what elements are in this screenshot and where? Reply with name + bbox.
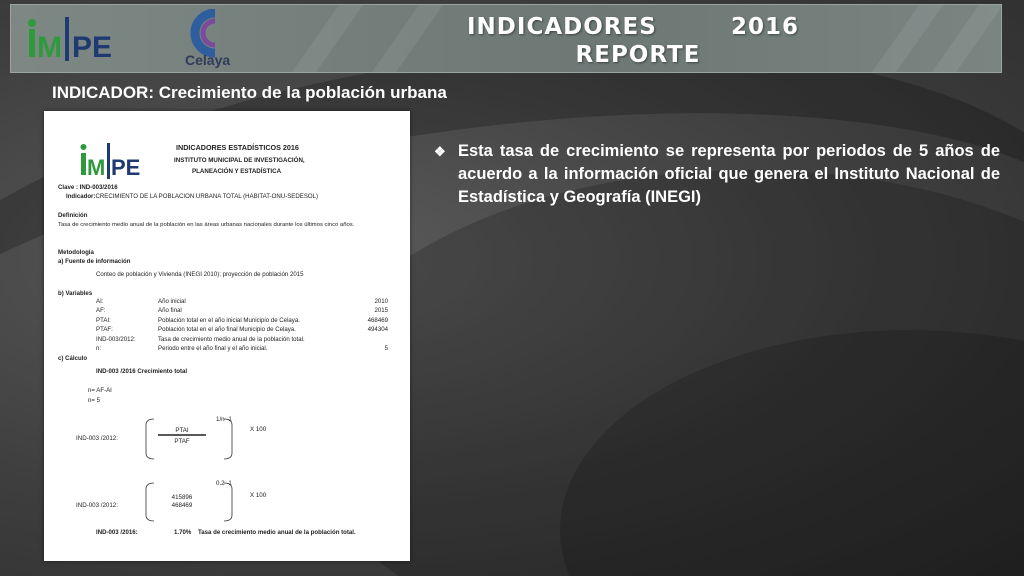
header-stripe [356, 4, 450, 73]
var-desc: Año final [158, 307, 182, 315]
formula-exponent: 1/n -1 [216, 416, 232, 423]
var-code: PTAF: [96, 326, 113, 334]
doc-variables-heading: b) Variables [58, 290, 93, 297]
doc-indicador-name: CRECIMIENTO DE LA POBLACION URBANA TOTAL (HABITAT-ONU-SEDESOL) [95, 193, 319, 200]
bullet-text: Esta tasa de crecimiento se representa por periodos de 5 años de acuerdo a la información oficial que genera el Instituto Nacional de Estadística y Geografía (INEGI) [458, 142, 1000, 206]
doc-fuente-heading: a) Fuente de información [58, 258, 131, 265]
var-desc: Población total en el año final Municipio de Celaya. [158, 326, 296, 334]
var-desc: Población total en el año inicial Municipio de Celaya. [158, 316, 300, 324]
variable-row [96, 317, 388, 326]
variable-row [96, 336, 388, 345]
svg-text:PE: PE [111, 155, 141, 180]
svg-text:PE: PE [72, 31, 113, 63]
variable-row [96, 298, 388, 307]
var-value: 2010 [374, 298, 388, 305]
celaya-logo [171, 9, 261, 71]
indicator-document-image [44, 111, 410, 561]
svg-text:M: M [87, 155, 106, 180]
doc-calculo-title: IND-003 /2016 Crecimiento total [96, 368, 188, 375]
diamond-bullet-icon: ❖ [434, 144, 446, 159]
indicador-heading: INDICADOR: Crecimiento de la población urbana [52, 83, 447, 102]
title-word: INDICADORES [467, 14, 657, 40]
doc-clave: Clave : IND-003/2016 [58, 184, 118, 191]
header-title [441, 13, 821, 69]
doc-indicador-prefix: Indicador: [66, 193, 96, 200]
doc-formula [74, 411, 314, 561]
var-value: 5 [384, 344, 388, 352]
doc-definicion-text: Tasa de crecimiento medio anual de la población en las áreas urbanas nacionales durante los últimos cinco años. [58, 222, 355, 228]
title-year: 2016 [730, 14, 799, 40]
formula-numerator: 415896 [171, 494, 193, 501]
header-stripe [276, 4, 370, 73]
doc-variables-table [96, 298, 388, 354]
formula-numerator: PTAI [175, 427, 189, 434]
doc-metodologia-heading: Metodología [58, 249, 94, 256]
title-subtitle: REPORTE [575, 42, 701, 68]
var-desc: Tasa de crecimiento medio anual de la población total. [158, 335, 305, 343]
var-value: 2015 [374, 307, 388, 315]
doc-calculo-heading: c) Cálculo [58, 355, 88, 362]
doc-institute: PLANEACIÓN Y ESTADÍSTICA [192, 168, 282, 175]
formula-denominator: 468469 [171, 502, 193, 509]
var-code: PTAI: [96, 316, 111, 324]
doc-n-value: n= 5 [88, 397, 101, 404]
var-code: AF: [96, 307, 106, 315]
impe-logo [23, 15, 133, 63]
formula-x100: X 100 [250, 492, 267, 499]
svg-text:M: M [37, 31, 62, 63]
formula-exponent: 0.2 -1 [216, 480, 232, 487]
formula-label: IND-003 /2012: [76, 502, 118, 509]
bullet-point [434, 140, 1000, 209]
doc-result-label: IND-003 /2016: [96, 529, 138, 536]
formula-label: IND-003 /2012: [76, 435, 118, 442]
svg-text:Celaya: Celaya [185, 52, 231, 68]
variable-row [96, 345, 388, 354]
variable-row [96, 307, 388, 316]
header-stripe [856, 4, 950, 73]
var-code: IND-003/2012: [96, 335, 136, 343]
doc-result-text: Tasa de crecimiento medio anual de la población total. [198, 529, 356, 536]
doc-definicion-heading: Definición [58, 212, 88, 219]
impe-doc-logo [78, 139, 144, 181]
doc-title: INDICADORES ESTADÍSTICOS 2016 [176, 143, 299, 152]
var-desc: Año inicial [158, 298, 186, 305]
doc-n-formula: n= AF-AI [88, 387, 112, 394]
formula-denominator: PTAF [174, 438, 190, 445]
formula-x100: X 100 [250, 426, 267, 433]
var-desc: Periodo entre el año final y el año inicial. [158, 344, 268, 352]
var-code: AI: [96, 298, 104, 305]
var-value: 494304 [367, 326, 388, 334]
doc-indicador [66, 193, 318, 200]
header-banner [10, 4, 1002, 73]
var-code: n: [96, 344, 102, 352]
doc-result-value: 1.70% [174, 529, 192, 536]
variable-row [96, 326, 388, 335]
doc-fuente-text: Conteo de población y Vivienda (INEGI 2010); proyección de población 2015 [96, 271, 304, 278]
var-value: 468469 [367, 316, 388, 324]
doc-institute: INSTITUTO MUNICIPAL DE INVESTIGACIÓN, [174, 157, 305, 164]
